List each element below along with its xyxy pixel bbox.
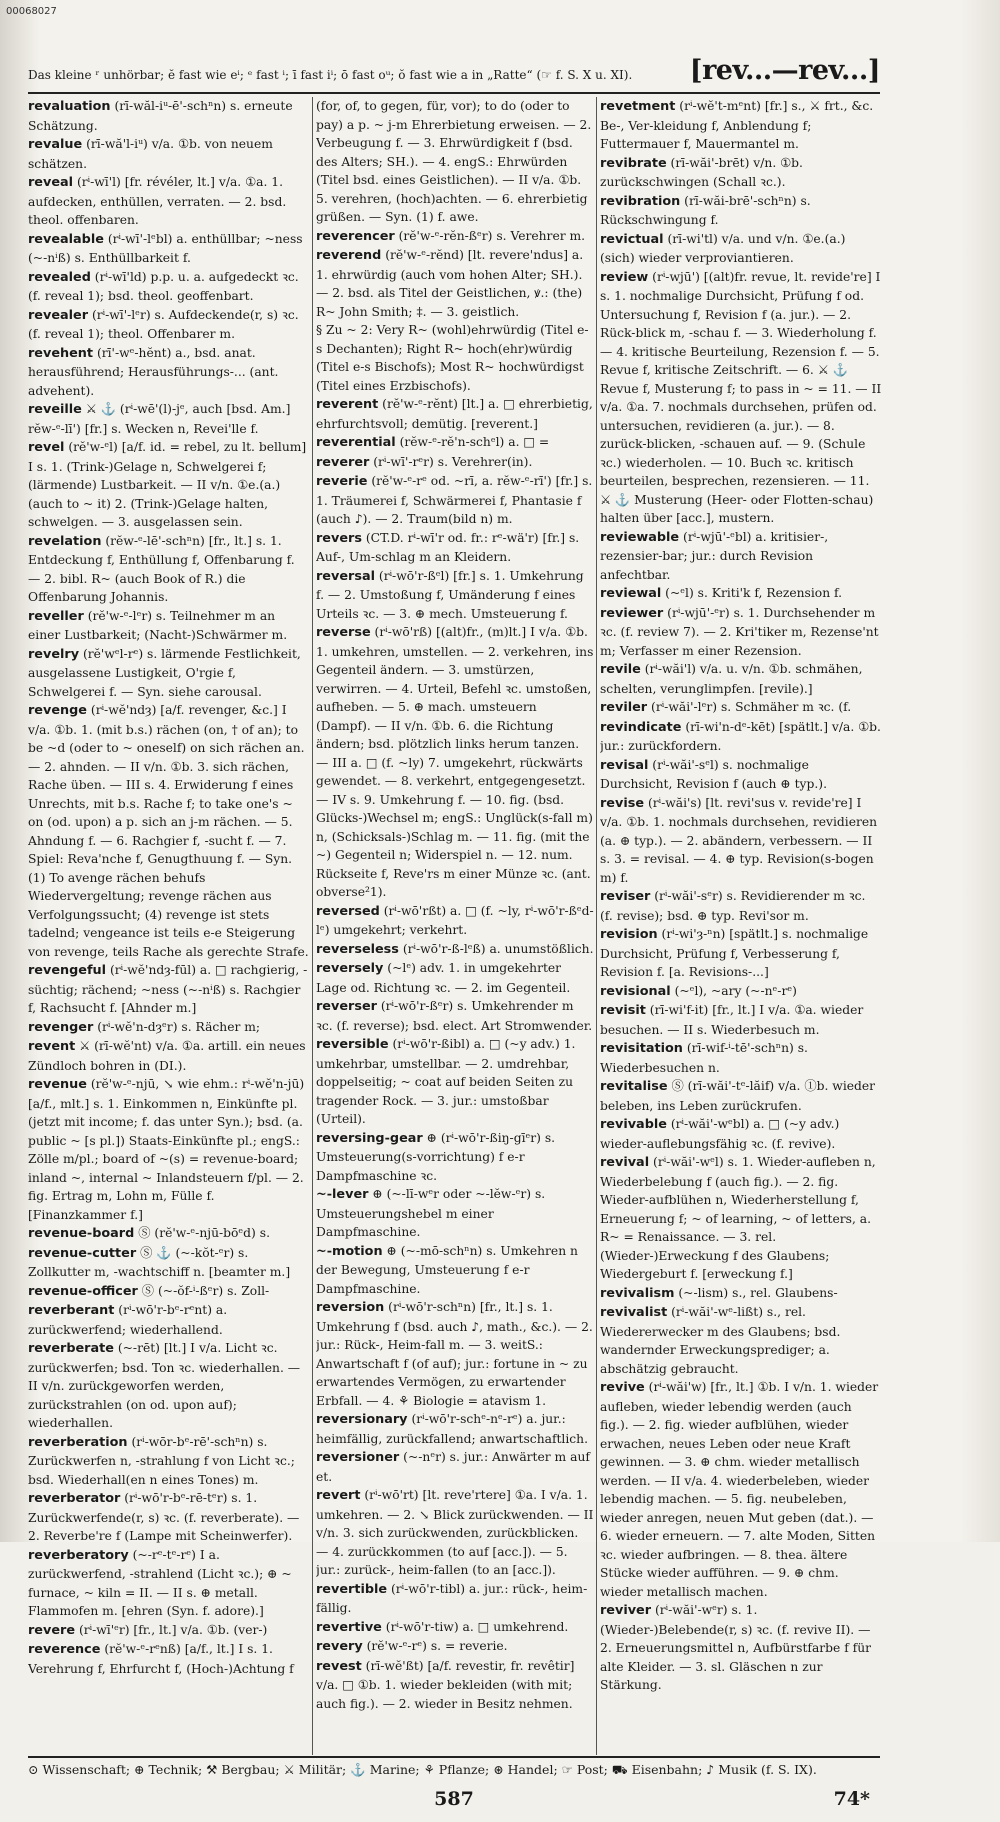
headword: reversal — [316, 568, 375, 584]
headword: reverberatory — [28, 1547, 129, 1563]
dictionary-entry — [316, 623, 594, 902]
headword: reviser — [600, 889, 651, 904]
headword: ~-motion — [316, 1243, 383, 1259]
page-footer — [28, 1762, 880, 1822]
definition: (rⁱ-wī'-lᵉbl) a. enthüllbar; ~ness (~-nⁱß) s. Enthüllbarkeit f. — [28, 231, 303, 265]
headword: revent — [28, 1039, 76, 1054]
definition: (rĕw-ᵉ-lē'-schⁿn) [fr., lt.] s. 1. Entdeckung f, Enthüllung f, Offenbarung f. — 2. bibl. R~ (auch Book of R.) die Offenbarung Johannis. — [28, 533, 295, 604]
definition: (rⁱ-wō'r-tiw) a. □ umkehrend. — [385, 1619, 569, 1634]
definition: (rĕ'wᵉl-rᵉ) s. lärmende Festlichkeit, ausgelassene Lustigkeit, O'rgie f, Schwelgerei f. — Syn. siehe carousal. — [28, 646, 301, 699]
manuscript-code: 00068027 — [6, 6, 57, 17]
definition: (rī-wĕ'ßt) [a/f. revestir, fr. revêtir] v/a. □ ①b. 1. wieder bekleiden (with mit; auch fig.). — 2. wieder in Besitz nehmen. — [316, 1658, 575, 1711]
definition: (rⁱ-wō'r-schᵉ-nᵉ-rᵉ) a. jur.: heimfällig, zurückfallend; anwartschaftlich. — [316, 1412, 589, 1446]
headword: revertible — [316, 1581, 388, 1597]
definition: (rī'-wᵉ-hĕnt) a., bsd. anat. herausführend; Herausführungs-... (ant. advehent). — [28, 345, 279, 398]
headword: reveller — [28, 608, 84, 624]
definition: (rⁱ-wăi'-sᵉr) s. Revidierender m ꝛc. (f. revise); bsd. ⊕ typ. Revi'sor m. — [600, 889, 866, 923]
definition: (rⁱ-wō'r-tibl) a. jur.: rück-, heim-fällig. — [316, 1581, 588, 1615]
definition: (rⁱ-wĕ'n-dȝᵉr) s. Rächer m; — [97, 1019, 261, 1034]
dictionary-entry — [316, 1129, 594, 1186]
dictionary-entry — [28, 1244, 310, 1282]
definition: (rī-wăl-iᵘ-ē'-schⁿn) s. erneute Schätzung. — [28, 99, 293, 133]
page-header — [28, 55, 880, 92]
dictionary-entry — [316, 395, 594, 433]
dictionary-entry — [316, 97, 594, 227]
definition: (rĕ'w-ᵉl) [a/f. id. = rebel, zu lt. bellum] I s. 1. (Trink-)Gelage n, Schwelgerei f; (lärmende) Lustbarkeit. — II v/n. ①e.(a.) (auch to ~ it) 2. (Trink-)Gelage halten, schwelgen. — 3. ausgelassen sein. — [28, 440, 307, 529]
headword: revisal — [600, 757, 649, 773]
definition: (~-rēt) [lt.] I v/a. Licht ꝛc. zurückwerfen; bsd. Ton ꝛc. wiederhallen. — II v/n. zurückgeworfen werden, zurückstrahlen (on od. upon auf); wiederhallen. — [28, 1341, 301, 1430]
headword: reviewable — [600, 529, 680, 545]
headword: revenue-cutter — [28, 1245, 137, 1261]
definition: (rĕ'w-ᵉ-rᵉnß) [a/f., lt.] I s. 1. Verehrung f, Ehrfurcht f, (Hoch-)Achtung f — [28, 1642, 294, 1676]
dictionary-entry — [28, 532, 310, 607]
definition: (rĕ'w-ᵉ-lᵉr) s. Teilnehmer m an einer Lustbarkeit; (Nacht-)Schwärmer m. — [28, 608, 288, 642]
definition: (for, of, to gegen, für, vor); to do (oder to pay) a p. ~ j-m Ehrerbietung erweisen. — 2. Verbeugung f. — 3. Ehrwürdigkeit f (bsd. des Alters; SH.). — 4. engS.: Ehrwürden (Titel bsd. eines Geistlichen). — II v/a. ①b. 5. verehren, (hoch)achten. — 6. ehrerbietig grüßen. — Syn. (1) f. awe. — [316, 99, 592, 224]
dictionary-entry — [600, 982, 882, 1002]
definition: (rⁱ-wī'ᵉr) [fr., lt.] v/a. ①b. (ver-) — [78, 1622, 268, 1637]
dictionary-entry — [600, 698, 882, 718]
headword: revest — [316, 1658, 362, 1674]
headword: revindicate — [600, 719, 682, 735]
definition: ⚔ ⚓ (rⁱ-wē'(l)-jᵉ, auch [bsd. Am.] rĕw-ᵉ-lī') [fr.] s. Wecken n, Revei'lle f. — [28, 402, 291, 436]
headword: revers — [316, 530, 362, 546]
dictionary-entry — [600, 1153, 882, 1284]
headword: revenue — [28, 1077, 87, 1092]
dictionary-entry — [28, 1224, 310, 1244]
footer-rule — [28, 1756, 880, 1758]
definition: (rⁱ-wăi'-wᵉbl) a. □ (~y adv.) wieder-auflebungsfähig ꝛc. (f. revive). — [600, 1117, 840, 1151]
dictionary-entry — [600, 1115, 882, 1153]
definition: (~lᵉ) adv. 1. in umgekehrter Lage od. Richtung ꝛc. — 2. im Gegenteil. — [316, 961, 571, 995]
dictionary-entry — [316, 1035, 594, 1129]
dictionary-entry — [600, 1039, 882, 1077]
dictionary-entry — [316, 1637, 594, 1657]
dictionary-entry — [28, 268, 310, 306]
dictionary-entry — [316, 472, 594, 529]
definition: (rⁱ-wō'r-ß-lᵉß) a. unumstößlich. — [402, 941, 594, 956]
definition: ⊕ (~-mō-schⁿn) s. Umkehren n der Bewegung, Umsteuerung f e-r Dampfmaschine. — [316, 1243, 578, 1296]
headword: revere — [28, 1622, 76, 1638]
headword: revealer — [28, 307, 89, 323]
headword: reversing-gear — [316, 1130, 423, 1146]
definition: (rⁱ-wō'r-bᵉ-rᵉnt) a. zurückwerfend; wiederhallend. — [28, 1303, 228, 1337]
pronunciation-key: Das kleine ʳ unhörbar; ĕ fast wie eⁱ; ᵉ fast ⁱ; ī fast iⁱ; ō fast oᵘ; ŏ fast wie a in „Ratte“ (☞ f. S. X u. XI). — [28, 68, 633, 82]
guide-words: [rev...—rev...] — [689, 55, 880, 86]
headword: reverberation — [28, 1434, 128, 1450]
headword: reverend — [316, 248, 382, 263]
dictionary-entry — [28, 607, 310, 645]
dictionary-entry — [600, 584, 882, 604]
dictionary-entry — [28, 1433, 310, 1490]
dictionary-entry — [600, 268, 882, 528]
definition: (rⁱ-wō'r-ßᵉl) [fr.] s. 1. Umkehrung f. — 2. Umstoßung f, Umänderung f eines Urteils ꝛc. — 3. ⊕ mech. Umsteuerung f. — [316, 568, 584, 621]
headword: revivalism — [600, 1285, 675, 1301]
dictionary-entry — [316, 959, 594, 997]
signature-mark: 74* — [833, 1788, 870, 1810]
definition: (rⁱ-wō'r-ßᵉr) s. Umkehrender m ꝛc. (f. reverse); bsd. elect. Art Stromwender. — [316, 999, 593, 1033]
header-rule — [28, 92, 880, 94]
headword: reversible — [316, 1037, 389, 1052]
definition: (rī-wăi'-brēt) v/n. ①b. zurückschwingen (Schall ꝛc.). — [600, 155, 803, 189]
dictionary-entry — [316, 1298, 594, 1410]
dictionary-entry — [28, 400, 310, 438]
definition: (~ᵉl), ~ary (~-nᵉ-rᵉ) — [674, 983, 797, 998]
definition: (rⁱ-wōr-bᵉ-rē'-schⁿn) s. Zurückwerfen n, -strahlung f von Licht ꝛc.; bsd. Wiederhall(en n eines Tones) m. — [28, 1434, 295, 1487]
dictionary-entry — [28, 1640, 310, 1678]
definition: (~-lism) s., rel. Glaubens- — [678, 1285, 838, 1300]
headword: reverence — [28, 1642, 101, 1657]
dictionary-entry — [600, 192, 882, 230]
dictionary-entry — [316, 1657, 594, 1714]
headword: revile — [600, 662, 641, 677]
definition: (rĕ'w-ᵉ-njū, ↘ wie ehm.: rⁱ-wĕ'n-jū) [a/f., mlt.] s. 1. Einkommen n, Einkünfte pl. (jetzt mit income; f. das unter Syn.); bsd. (a. public ~ [s pl.]) Staats-Einkünfte pl.; engS.: Zölle m/pl.; board of ~(s) = revenue-board; inland ~, internal ~ Inlandsteuern f/pl. — 2. fig. Ertrag m, Lohn m, Fülle f. [Finanzkammer f.] — [28, 1077, 305, 1222]
dictionary-entry — [600, 1077, 882, 1115]
headword: reversioner — [316, 1450, 400, 1465]
definition: (rĕ'w-ᵉ-rᵉ od. ~rī, a. rĕw-ᵉ-rī') [fr.] s. 1. Träumerei f, Schwärmerei f, Phantasie f (auch ♪). — 2. Traum(bild n) m. — [316, 474, 593, 526]
definition: (rĕ'w-ᵉ-rĕnt) [lt.] a. □ ehrerbietig, ehrfurchtsvoll; demütig. [reverent.] — [316, 397, 593, 431]
dictionary-entry — [28, 230, 310, 268]
headword: revisit — [600, 1003, 646, 1018]
headword: reviler — [600, 700, 648, 715]
headword: reverberator — [28, 1491, 121, 1506]
headword: revel — [28, 440, 65, 455]
headword: revisional — [600, 983, 671, 999]
dictionary-entry — [28, 1075, 310, 1224]
dictionary-entry — [28, 1621, 310, 1641]
definition: Ⓢ ⚓ (~-kŏt-ᵉr) s. Zollkutter m, -wachtschiff n. [beamter m.] — [28, 1245, 291, 1279]
dictionary-entry — [316, 1242, 594, 1299]
definition: (CT.D. rⁱ-wī'r od. fr.: rᵉ-wä'r) [fr.] s. Auf-, Um-schlag m an Kleidern. — [316, 530, 580, 564]
definition: (rī-wi'n-dᵉ-kēt) [spätlt.] v/a. ①b. jur.: zurückfordern. — [600, 719, 881, 753]
headword: revertive — [316, 1619, 382, 1635]
headword: revealable — [28, 231, 104, 247]
definition: (rⁱ-wō'r-bᵉ-rē-tᵉr) s. 1. Zurückwerfende(r, s) ꝛc. (f. reverberate). — 2. Reverbe're f (Lampe mit Scheinwerfer). — [28, 1491, 300, 1543]
definition: (rī-wă'l-iᵘ) v/a. ①b. von neuem schätzen. — [28, 137, 273, 171]
headword: reversionary — [316, 1412, 408, 1427]
dictionary-entry — [28, 1301, 310, 1339]
column-3 — [600, 97, 882, 1755]
headword: reviver — [600, 1603, 652, 1618]
dictionary-entry — [28, 1546, 310, 1621]
definition: (rⁱ-wō'r-ßibl) a. □ (~y adv.) 1. umkehrbar, umstellbar. — 2. umdrehbar, doppelseitig; ~ coat auf beiden Seiten zu tragender Rock. — 3. jur.: umstoßbar (Urteil). — [316, 1037, 576, 1126]
dictionary-entry — [28, 1282, 310, 1302]
dictionary-entry — [316, 1580, 594, 1618]
definition: (rī-wif-ⁱ-tē'-schⁿn) s. Wiederbesuchen n. — [600, 1041, 808, 1075]
headword: reveal — [28, 175, 74, 190]
dictionary-entry — [600, 1601, 882, 1695]
definition: Ⓢ (rĕ'w-ᵉ-njū-bōᵉd) s. — [138, 1226, 270, 1240]
headword: reversely — [316, 961, 384, 976]
dictionary-entry — [316, 940, 594, 960]
definition: (rⁱ-wăi'l) v/a. u. v/n. ①b. schmähen, schelten, verunglimpfen. [revile).] — [600, 662, 863, 696]
column-divider-2 — [596, 97, 597, 1755]
definition: ⚔ (rī-wĕ'nt) v/a. ①a. artill. ein neues Zündloch bohren in (DI.). — [28, 1039, 306, 1073]
definition: (rⁱ-wī'l) [fr. révéler, lt.] v/a. ①a. 1. aufdecken, enthüllen, verraten. — 2. bsd. theol. offenbaren. — [28, 175, 287, 227]
dictionary-entry — [600, 794, 882, 888]
headword: reveille — [28, 402, 82, 417]
headword: reverberate — [28, 1341, 114, 1356]
definition: (rⁱ-wī'ld) p.p. u. a. aufgedeckt ꝛc. (f. reveal 1); bsd. theol. geoffenbart. — [28, 269, 299, 303]
headword: revetment — [600, 99, 676, 114]
definition: (rⁱ-wō'r-schⁿn) [fr., lt.] s. 1. Umkehrung f (bsd. auch ♪, math., &c.). — 2. jur.: Rück-, Heim-fall m. — 3. weitS.: Anwartschaft f (of auf); jur.: fortune in ~ zu erwartendes Vermögen, zu erwartender Erbfall. — 4. ⚘ Biologie = atavism 1. — [316, 1300, 593, 1408]
definition: (rⁱ-wō'rß) [(alt)fr., (m)lt.] I v/a. ①b. 1. umkehren, umstellen. — 2. verkehren, ins Gegenteil ändern. — 3. umstürzen, verwirren. — 4. Urteil, Befehl ꝛc. umstoßen, aufheben. — 5. ⊕ mach. umsteuern (Dampf). — II v/n. ①b. 6. die Richtung ändern; bsd. plötzlich links herum tanzen. — III a. □ (f. ~ly) 7. umgekehrt, rückwärts gewendet. — 8. verkehrt, entgegengesetzt. — IV s. 9. Umkehrung f. — 10. fig. (bsd. Glücks-)Wechsel m; engS.: Unglück(s-fall m) n, (Schicksals-)Schlag m. — 11. fig. (mit the ~) Gegenteil n; Widerspiel n. — 12. num. Rückseite f, Reve'rs m einer Münze ꝛc. (ant. obverse²1). — [316, 625, 594, 899]
definition: (rⁱ-wĕ't-mᵉnt) [fr.] s., ⚔ frt., &c. Be-, Ver-kleidung f, Anblendung f; Futtermauer f, Mauermantel m. — [600, 99, 874, 151]
definition: (rⁱ-wjū'-ᵉbl) a. kritisier-, rezensier-bar; jur.: durch Revision anfechtbar. — [600, 529, 829, 582]
definition: (rĕ'w-ᵉ-rᵉ) s. = reverie. — [366, 1639, 508, 1653]
definition: (rⁱ-wī'-rᵉr) s. Verehrer(in). — [373, 454, 533, 469]
page-number: 587 — [434, 1788, 474, 1810]
dictionary-entry — [316, 321, 594, 395]
headword: revealed — [28, 269, 91, 285]
headword: reverie — [316, 474, 368, 489]
definition: (rⁱ-wō'rt) [lt. reve'rtere] ①a. I v/a. 1. umkehren. — 2. ↘ Blick zurückwenden. — II v/n. 3. sich zurückwenden, zurückblicken. — 4. zurückkommen (to auf [acc.]). — 5. jur.: zurück-, heim-fallen (to an [acc.]). — [316, 1488, 594, 1577]
dictionary-entry — [28, 135, 310, 173]
dictionary-entry — [28, 645, 310, 702]
headword: reviewer — [600, 605, 664, 621]
dictionary-entry — [28, 1037, 310, 1075]
dictionary-entry — [600, 97, 882, 154]
headword: reverse — [316, 625, 371, 640]
headword: revenue-board — [28, 1226, 135, 1241]
headword: reversed — [316, 903, 380, 919]
dictionary-entry — [28, 438, 310, 532]
definition: (rⁱ-wăi'-wᵉr) s. 1. (Wieder-)Belebende(r, s) ꝛc. (f. revive II). — 2. Erneuerungsmittel n, Aufbürstfarbe f für alte Kleider. — 3. sl. Gläschen n zur Stärkung. — [600, 1603, 872, 1692]
dictionary-entry — [600, 1303, 882, 1378]
definition: (rⁱ-wăi'-wᵉl) s. 1. Wieder-aufleben n, Wiederbelebung f (auch fig.). — 2. fig. Wieder-aufblühen n, Wiederherstellung f, Erneuerung f; ~ of learning, ~ of letters, a. R~ = Renaissance. — 3. rel. (Wieder-)Erweckung f des Glaubens; Wiedergeburt f. [erweckung f.] — [600, 1155, 876, 1281]
dictionary-entry — [316, 1618, 594, 1638]
definition: (rⁱ-wăi's) [lt. revi'sus v. revide're] I v/a. ①b. 1. nochmals durchsehen, revidieren (a. ⊕ typ.). — 2. abändern, verbessern. — II s. 3. = revisal. — 4. ⊕ typ. Revision(s-bogen m) f. — [600, 795, 878, 885]
dictionary-entry — [316, 453, 594, 473]
definition: (rⁱ-wĕ'ndȝ) [a/f. revenger, &c.] I v/a. ①b. 1. (mit b.s.) rächen (on, † of an); to be ~d (oder to ~ oneself) on sich rächen an. — 2. ahnden. — II v/n. ①b. 3. sich rächen, Rache üben. — III s. 4. Erwiderung f eines Unrechts, mit b.s. Rache f; to take one's ~ on (od. upon) a p. sich an j-m rächen. — 5. Ahndung f. — 6. Rachgier f, -sucht f. — 7. Spiel: Reva'nche f, Genugthuung f. — Syn. (1) To avenge rächen behufs Wiedervergeltung; revenge rächen aus Verfolgungssucht; (4) revenge ist stets tadelnd; vengeance ist teils e-e Steigerung von revenge, teils Rache als gerechte Strafe. — [28, 703, 309, 959]
dictionary-entry — [316, 997, 594, 1035]
headword: revision — [600, 927, 658, 942]
headword: revengeful — [28, 963, 107, 978]
definition: (rĕw-ᵉ-rĕ'n-schᵉl) a. □ = — [399, 435, 550, 449]
headword: revival — [600, 1155, 650, 1170]
dictionary-entry — [316, 567, 594, 624]
dictionary-entry — [28, 1018, 310, 1038]
headword: revalue — [28, 137, 83, 152]
dictionary-entry — [600, 1378, 882, 1601]
definition: (rī-wi'f-it) [fr., lt.] I v/a. ①a. wieder besuchen. — II s. Wiederbesuch m. — [600, 1003, 864, 1037]
definition: (rĕ'w-ᵉ-rĕn-ßᵉr) s. Verehrer m. — [398, 228, 586, 243]
definition: (~-nᵉr) s. jur.: Anwärter m auf et. — [316, 1450, 590, 1484]
dictionary-entry — [316, 902, 594, 940]
dictionary-entry — [600, 718, 882, 756]
column-2 — [316, 97, 594, 1755]
definition: Ⓢ (~-ŏf-ⁱ-ßᵉr) s. Zoll- — [141, 1283, 270, 1298]
headword: revenue-officer — [28, 1283, 138, 1299]
dictionary-entry — [316, 529, 594, 567]
definition: (~ᵉl) s. Kriti'k f, Rezension f. — [665, 586, 843, 600]
dictionary-entry — [600, 1001, 882, 1039]
symbol-key: ⊙ Wissenschaft; ⊕ Technik; ⚒ Bergbau; ⚔ Militär; ⚓ Marine; ⚘ Pflanze; ⊛ Handel; ☞ Post; ⛟ Eisenbahn; ♪ Musik (f. S. IX). — [28, 1762, 817, 1777]
dictionary-entry — [28, 344, 310, 401]
dictionary-entry — [316, 1448, 594, 1486]
dictionary-entry — [28, 97, 310, 135]
dictionary-entry — [600, 528, 882, 585]
dictionary-entry — [28, 1339, 310, 1433]
definition: (rⁱ-wī'-lᵉr) s. Aufdeckende(r, s) ꝛc. (f. reveal 1); theol. Offenbarer m. — [28, 307, 299, 341]
headword: revisitation — [600, 1041, 683, 1056]
headword: revivalist — [600, 1305, 668, 1320]
headword: revivable — [600, 1117, 667, 1132]
dictionary-entry — [316, 246, 594, 321]
dictionary-entry — [316, 1185, 594, 1242]
headword: reverent — [316, 397, 379, 412]
definition: (rⁱ-wăi'w) [fr., lt.] ①b. I v/n. 1. wieder aufleben, wieder lebendig werden (auch fig.). — 2. fig. wieder aufblühen, wieder erwachen, neues Leben oder neue Kraft gewinnen. — 3. ⊕ chm. wieder metallisch werden. — II v/a. 4. wiederbeleben, wieder lebendig machen. — 5. fig. neubeleben, wieder anregen, neuen Mut geben (dat.). — 6. wieder erneuern. — 7. alte Moden, Sitten ꝛc. wieder aufbringen. — 8. thea. ältere Stücke wieder aufführen. — 9. ⊕ chm. wieder metallisch machen. — [600, 1380, 879, 1599]
dictionary-entry — [28, 306, 310, 344]
headword: revise — [600, 795, 645, 811]
headword: revaluation — [28, 99, 111, 114]
dictionary-entry — [28, 961, 310, 1018]
dictionary-entry — [600, 660, 882, 698]
column-1 — [28, 97, 310, 1755]
dictionary-entry — [600, 887, 882, 925]
headword: reviewal — [600, 586, 662, 601]
headword: revelation — [28, 533, 102, 549]
dictionary-entry — [600, 1284, 882, 1304]
column-divider-1 — [312, 97, 313, 1755]
headword: revibrate — [600, 155, 667, 171]
headword: revenger — [28, 1019, 94, 1035]
definition: (~-rᵉ-tᵉ-rᵉ) I a. zurückwerfend, -strahlend (Licht ꝛc.); ⊕ ~ furnace, ~ kiln = II. — II s. ⊕ metall. Flammofen m. [ehren (Syn. f. adore).] — [28, 1547, 292, 1618]
headword: reverser — [316, 999, 377, 1014]
headword: revibration — [600, 193, 681, 209]
headword: reverseless — [316, 941, 399, 957]
dictionary-entry — [316, 1410, 594, 1448]
dictionary-entry — [600, 230, 882, 268]
definition: ⊕ (~-lī-wᵉr oder ~-lĕw-ᵉr) s. Umsteuerungshebel m einer Dampfmaschine. — [316, 1187, 546, 1239]
definition: (rⁱ-wăi'-lᵉr) s. Schmäher m ꝛc. (f. — [651, 700, 852, 714]
headword: revictual — [600, 231, 664, 247]
dictionary-entry — [316, 1486, 594, 1580]
dictionary-entry — [28, 701, 310, 961]
headword: reverer — [316, 454, 370, 470]
headword: reverential — [316, 435, 396, 450]
dictionary-entry — [28, 173, 310, 230]
definition: ⊕ (rⁱ-wō'r-ßiŋ-gīᵉr) s. Umsteuerung(s-vorrichtung) f e-r Dampfmaschine ꝛc. — [316, 1130, 556, 1183]
headword: reverencer — [316, 228, 395, 244]
definition: (rⁱ-wjū'-ᵉr) s. 1. Durchsehender m ꝛc. (f. review 7). — 2. Kri'tiker m, Rezense'nt m; Verfasser m einer Rezension. — [600, 605, 879, 658]
headword: review — [600, 269, 649, 285]
headword: reverberant — [28, 1303, 115, 1318]
dictionary-entry — [600, 925, 882, 982]
headword: revenge — [28, 703, 87, 718]
dictionary-entry — [600, 756, 882, 794]
headword: revelry — [28, 646, 80, 662]
dictionary-entry — [316, 433, 594, 453]
headword: revehent — [28, 345, 94, 361]
headword: ~-lever — [316, 1187, 369, 1202]
definition: (rī-wi'tl) v/a. und v/n. ①e.(a.) (sich) wieder verproviantieren. — [600, 231, 846, 265]
headword: revive — [600, 1380, 645, 1395]
headword: revert — [316, 1488, 361, 1503]
definition: (rⁱ-wăi'-wᵉ-lißt) s., rel. Wiedererwecker m des Glaubens; bsd. wandernder Erweckungsprediger; a. abschätzig gebraucht. — [600, 1305, 841, 1376]
page-number-wrap — [28, 1788, 880, 1810]
definition: (rⁱ-wjū') [(alt)fr. revue, lt. revide're] I s. 1. nochmalige Durchsicht, Prüfung f od. Untersuchung f, Revision f (a. jur.). — 2. Rück-blick m, -schau f. — 3. Wiederholung f. — 4. kritische Beurteilung, Rezension f. — 5. Revue f, kritische Zeitschrift. — 6. ⚔ ⚓ Revue f, Musterung f; to pass in ~ = 11. — II v/a. ①a. 7. nochmals durchsehen, prüfen od. untersuchen, revidieren (a. jur.). — 8. zurück-blicken, -schauen auf. — 9. (Schule ꝛc.) wiederholen. — 10. Buch ꝛc. kritisch beurteilen, besprechen, rezensieren. — 11. ⚔ ⚓ Musterung (Heer- oder Flotten-schau) halten über [acc.], mustern. — [600, 269, 882, 525]
headword: revery — [316, 1639, 363, 1654]
definition: (rⁱ-wăi'-sᵉl) s. nochmalige Durchsicht, Revision f (auch ⊕ typ.). — [600, 757, 827, 791]
definition: (rⁱ-wi'ȝ-ⁿn) [spätlt.] s. nochmalige Durchsicht, Prüfung f, Verbesserung f, Revision f. [a. Revisions-...] — [600, 927, 869, 979]
definition: Ⓢ (rī-wăi'-tᵉ-lăif) v/a. ①b. wieder beleben, ins Leben zurückrufen. — [600, 1079, 876, 1113]
dictionary-entry — [600, 604, 882, 661]
headword: revitalise — [600, 1079, 668, 1094]
definition: (rĕ'w-ᵉ-rĕnd) [lt. revere'ndus] a. 1. ehrwürdig (auch vom hohen Alter; SH.). — 2. bsd. als Titel der Geistlichen, ꝟ.: (the) R~ John Smith; ‡. — 3. geistlich. — [316, 248, 584, 319]
dictionary-entry — [28, 1489, 310, 1546]
definition: (rⁱ-wō'rßt) a. □ (f. ~ly, rⁱ-wō'r-ßᵉd-lᵉ) umgekehrt; verkehrt. — [316, 903, 594, 937]
definition: § Zu ~ 2: Very R~ (wohl)ehrwürdig (Titel e-s Dechanten); Right R~ hoch(ehr)würdig (Titel e-s Bischofs); Most R~ hochwürdigst (Titel eines Erzbischofs). — [316, 323, 589, 393]
definition: (rī-wăi-brē'-schⁿn) s. Rückschwingung f. — [600, 193, 811, 227]
dictionary-entry — [600, 154, 882, 192]
definition: (rⁱ-wĕ'ndȝ-fūl) a. □ rachgierig, -süchtig; rächend; ~ness (~-nⁱß) s. Rachgier f, Rachsucht f. [Ahnder m.] — [28, 963, 308, 1015]
dictionary-entry — [316, 227, 594, 247]
headword: reversion — [316, 1300, 385, 1315]
